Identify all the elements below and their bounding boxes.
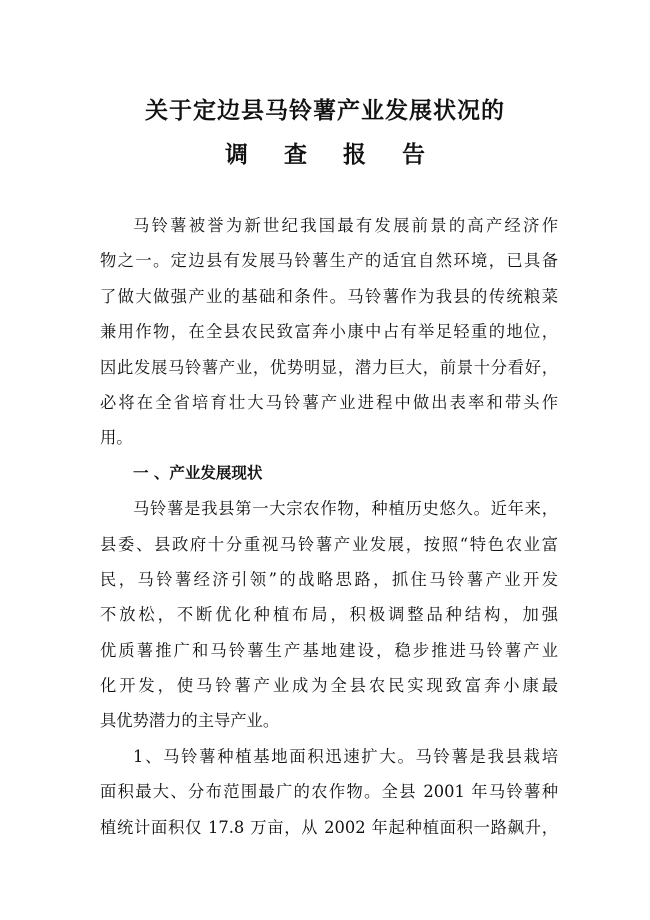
section-heading: 一 、产业发展现状 xyxy=(133,463,263,482)
paragraph-line: 1、马铃薯种植基地面积迅速扩大。马铃薯是我县栽培 xyxy=(133,746,558,766)
paragraph-line: 不放松，不断优化种植布局，积极调整品种结构，加强 xyxy=(100,605,558,625)
paragraph-line: 面积最大、分布范围最广的农作物。全县 2001 年马铃薯种 xyxy=(100,782,558,802)
paragraph-line: 化开发，使马铃薯产业成为全县农民实现致富奔小康最 xyxy=(100,676,558,696)
paragraph-line: 必将在全省培育壮大马铃薯产业进程中做出表率和带头作 xyxy=(100,392,558,412)
paragraph-line: 植统计面积仅 17.8 万亩，从 2002 年起种植面积一路飙升， xyxy=(100,817,558,837)
paragraph-line: 具优势潜力的主导产业。 xyxy=(100,711,280,731)
paragraph-line: 县委、县政府十分重视马铃薯产业发展，按照“特色农业富 xyxy=(100,534,558,554)
paragraph-line: 兼用作物，在全县农民致富奔小康中占有举足轻重的地位， xyxy=(100,322,558,342)
paragraph-line: 物之一。定边县有发展马铃薯生产的适宜自然环境，已具备 xyxy=(100,251,558,271)
paragraph-line: 因此发展马铃薯产业，优势明显，潜力巨大，前景十分看好， xyxy=(100,357,558,377)
paragraph-line: 了做大做强产业的基础和条件。马铃薯作为我县的传统粮菜 xyxy=(100,286,558,306)
paragraph-line: 优质薯推广和马铃薯生产基地建设，稳步推进马铃薯产业 xyxy=(100,640,558,660)
title-line-1: 关于定边县马铃薯产业发展状况的 xyxy=(145,98,505,124)
document-body xyxy=(100,208,558,845)
paragraph-line: 民，马铃薯经济引领”的战略思路，抓住马铃薯产业开发 xyxy=(100,569,558,589)
paragraph-line: 用。 xyxy=(100,428,133,448)
paragraph-line: 马铃薯是我县第一大宗农作物，种植历史悠久。近年来， xyxy=(133,499,558,519)
title-line-2: 调 查 报 告 xyxy=(224,142,440,168)
paragraph-line: 马铃薯被誉为新世纪我国最有发展前景的高产经济作 xyxy=(133,216,558,235)
